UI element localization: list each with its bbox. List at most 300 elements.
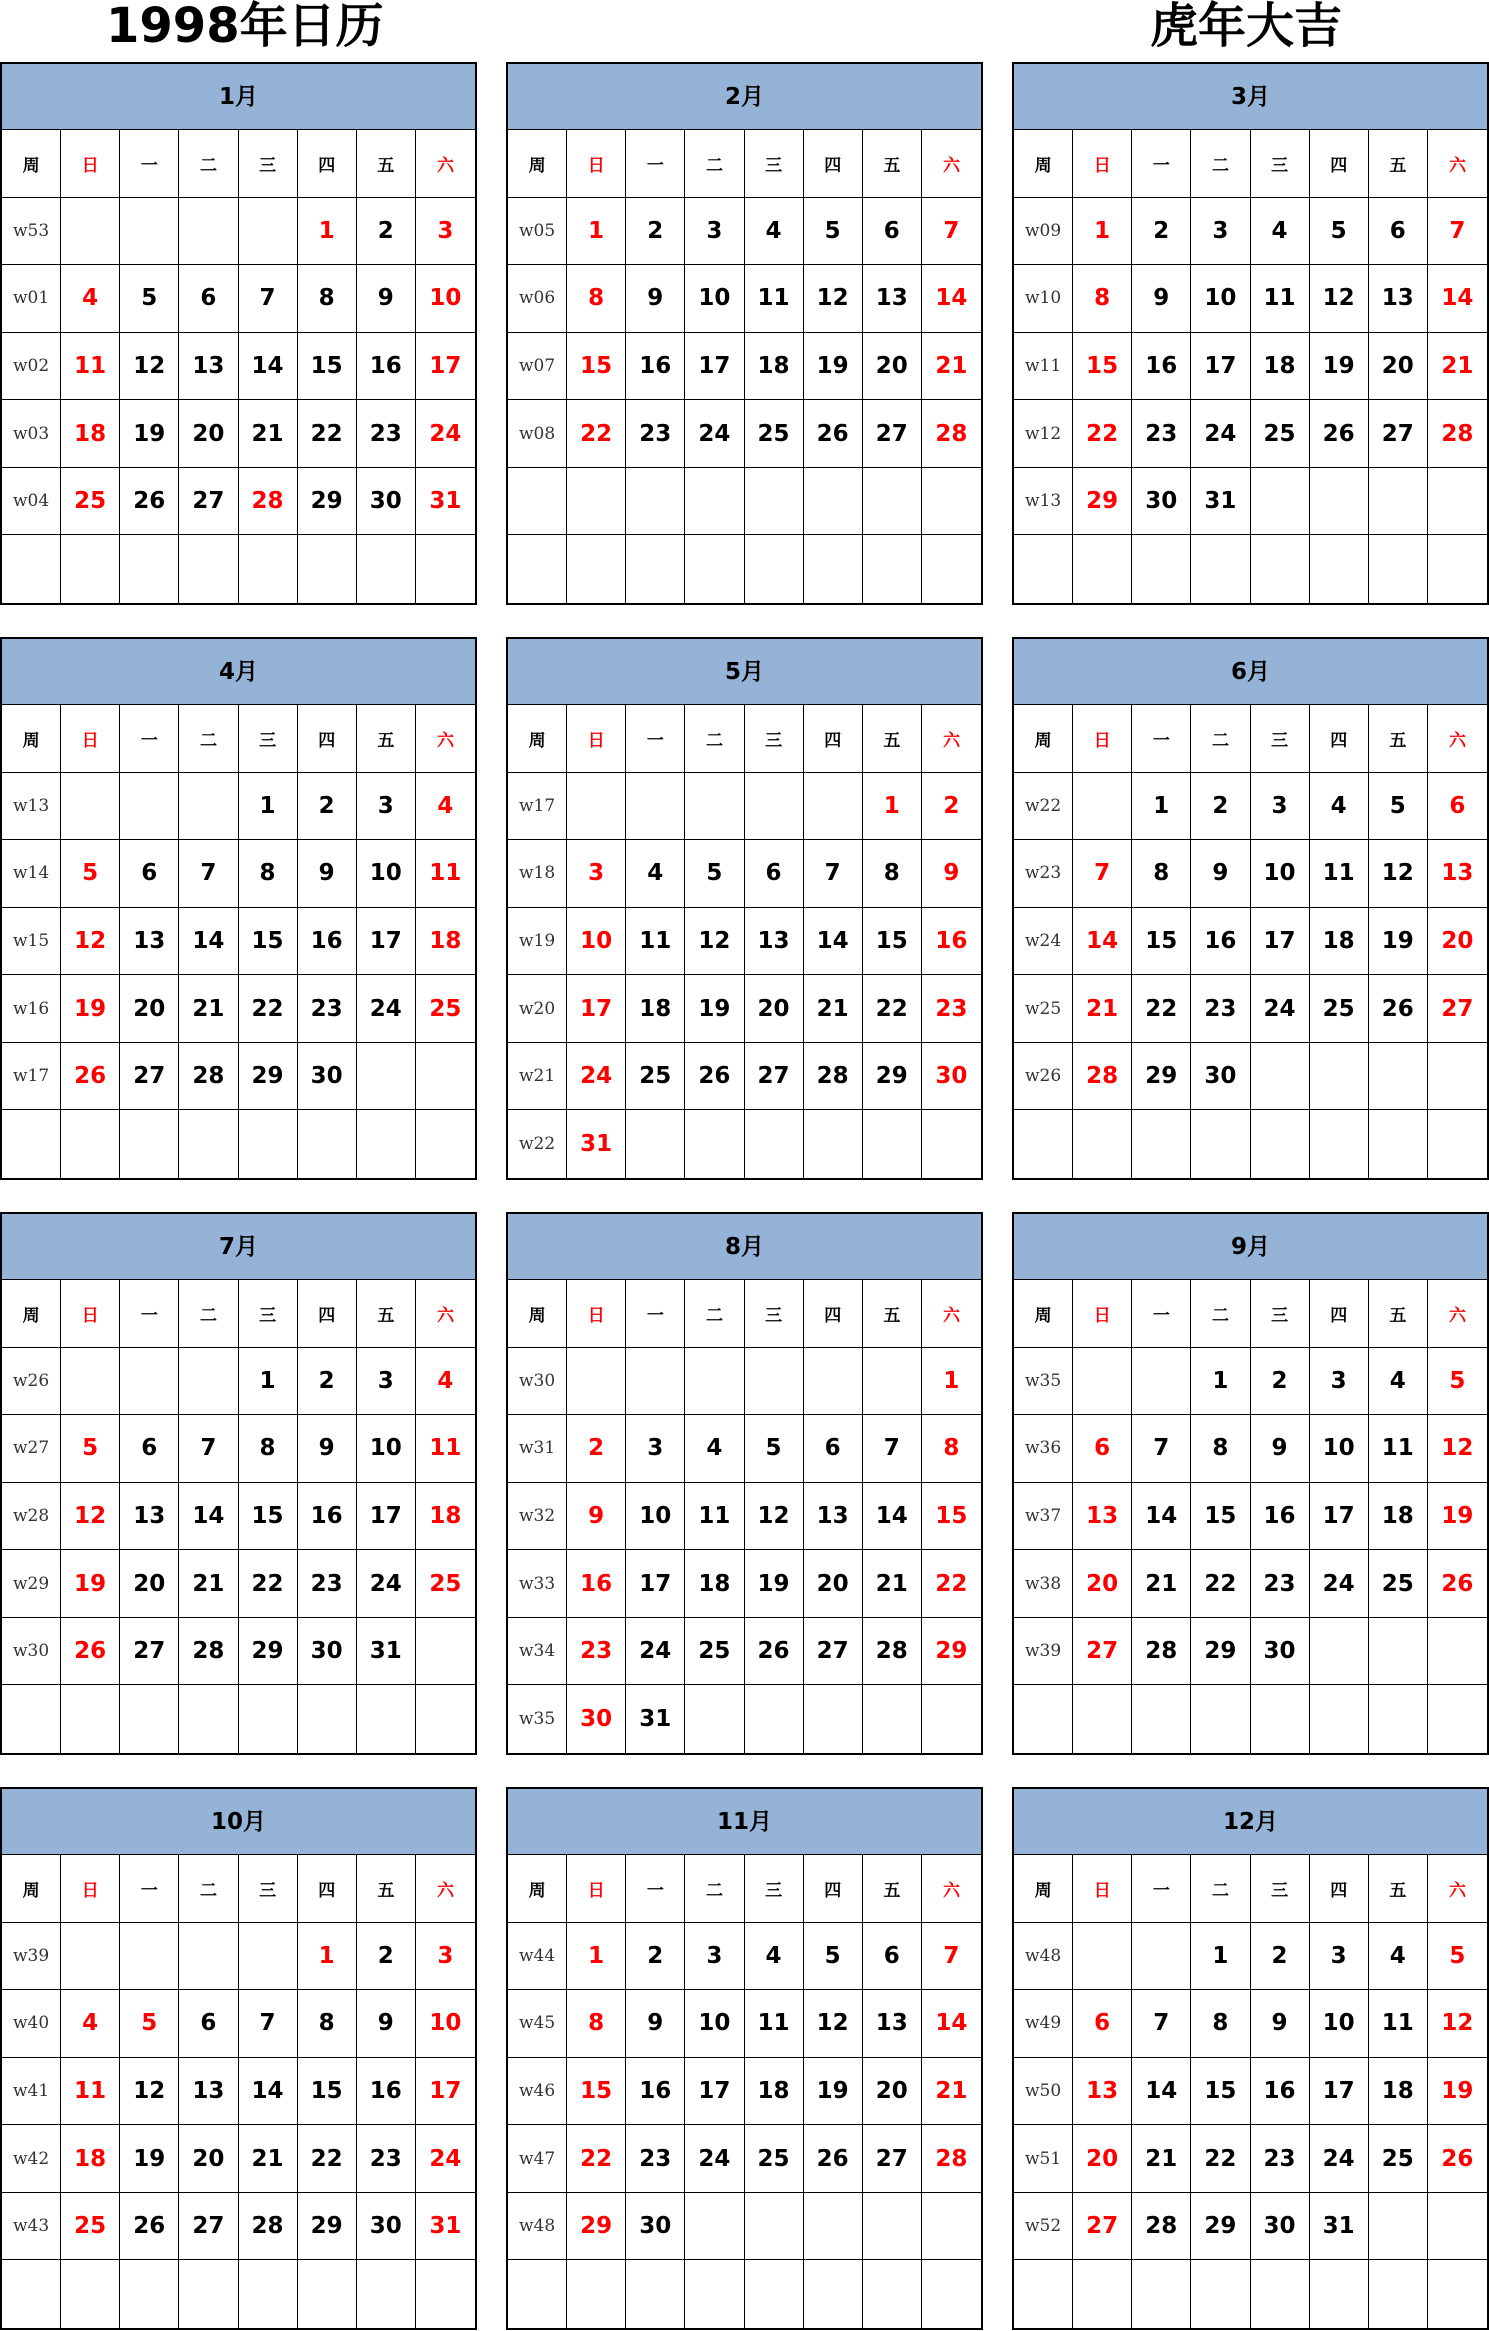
day-cell xyxy=(804,2260,863,2328)
weekday-header: 三 xyxy=(1251,1280,1310,1348)
day-cell xyxy=(1251,1043,1310,1111)
day-cell: 10 xyxy=(1251,840,1310,908)
day-cell: 9 xyxy=(626,265,685,333)
day-cell: 14 xyxy=(239,2058,298,2126)
day-cell: 18 xyxy=(61,2125,120,2193)
day-cell xyxy=(298,1685,357,1753)
day-cell: 31 xyxy=(1310,2193,1369,2261)
month-calendar xyxy=(0,1787,477,2330)
day-cell: 23 xyxy=(357,2125,416,2193)
day-cell: 18 xyxy=(61,400,120,468)
weekday-header: 五 xyxy=(357,1855,416,1923)
day-cell xyxy=(685,773,744,841)
day-cell xyxy=(1428,1043,1487,1111)
week-number: w45 xyxy=(508,1990,567,2058)
day-cell xyxy=(179,535,238,603)
day-cell: 6 xyxy=(745,840,804,908)
day-cell: 15 xyxy=(298,2058,357,2126)
day-cell: 7 xyxy=(1132,1415,1191,1483)
day-cell xyxy=(416,1043,475,1111)
day-cell: 3 xyxy=(357,773,416,841)
week-number: w03 xyxy=(2,400,61,468)
day-cell: 30 xyxy=(1251,1618,1310,1686)
day-cell xyxy=(804,535,863,603)
weekday-header: 二 xyxy=(1191,130,1250,198)
day-cell: 1 xyxy=(1132,773,1191,841)
day-cell: 30 xyxy=(1191,1043,1250,1111)
day-cell: 23 xyxy=(298,1550,357,1618)
day-cell xyxy=(745,2260,804,2328)
weekday-header: 四 xyxy=(804,130,863,198)
week-number: w32 xyxy=(508,1483,567,1551)
month-grid xyxy=(508,1855,981,2328)
day-cell xyxy=(1191,1685,1250,1753)
day-cell: 28 xyxy=(179,1618,238,1686)
week-number: w31 xyxy=(508,1415,567,1483)
day-cell: 21 xyxy=(922,2058,981,2126)
day-cell: 2 xyxy=(626,198,685,266)
day-cell: 4 xyxy=(685,1415,744,1483)
day-cell: 2 xyxy=(298,1348,357,1416)
day-cell: 27 xyxy=(1428,975,1487,1043)
week-number xyxy=(1014,1110,1073,1178)
weekday-header: 三 xyxy=(239,130,298,198)
week-number xyxy=(1014,535,1073,603)
day-cell xyxy=(685,535,744,603)
day-cell: 10 xyxy=(626,1483,685,1551)
day-cell: 26 xyxy=(745,1618,804,1686)
day-cell: 27 xyxy=(179,2193,238,2261)
day-cell: 25 xyxy=(416,975,475,1043)
weekday-header: 四 xyxy=(298,130,357,198)
weekday-header: 六 xyxy=(1428,130,1487,198)
week-number: w44 xyxy=(508,1923,567,1991)
day-cell xyxy=(298,535,357,603)
day-cell: 10 xyxy=(685,1990,744,2058)
day-cell: 12 xyxy=(804,265,863,333)
weekday-header: 五 xyxy=(863,1280,922,1348)
day-cell: 15 xyxy=(567,2058,626,2126)
day-cell xyxy=(1191,2260,1250,2328)
month-calendar xyxy=(1012,637,1489,1180)
month-calendar xyxy=(0,1212,477,1755)
day-cell: 20 xyxy=(179,2125,238,2193)
day-cell: 28 xyxy=(239,468,298,536)
day-cell: 14 xyxy=(922,1990,981,2058)
day-cell: 8 xyxy=(1132,840,1191,908)
day-cell: 23 xyxy=(1191,975,1250,1043)
weekday-header: 六 xyxy=(416,1855,475,1923)
day-cell xyxy=(745,773,804,841)
day-cell: 8 xyxy=(298,1990,357,2058)
weekday-header: 六 xyxy=(416,705,475,773)
month-grid xyxy=(508,705,981,1178)
day-cell: 17 xyxy=(1310,1483,1369,1551)
day-cell: 21 xyxy=(1132,1550,1191,1618)
day-cell: 2 xyxy=(626,1923,685,1991)
day-cell: 24 xyxy=(416,2125,475,2193)
month-grid xyxy=(2,1280,475,1753)
day-cell xyxy=(61,1923,120,1991)
day-cell: 17 xyxy=(1251,908,1310,976)
day-cell: 4 xyxy=(745,1923,804,1991)
day-cell: 19 xyxy=(1428,2058,1487,2126)
day-cell: 17 xyxy=(685,333,744,401)
day-cell: 5 xyxy=(745,1415,804,1483)
day-cell: 21 xyxy=(179,975,238,1043)
day-cell: 19 xyxy=(685,975,744,1043)
day-cell xyxy=(179,1110,238,1178)
day-cell: 13 xyxy=(804,1483,863,1551)
week-number xyxy=(508,2260,567,2328)
day-cell: 5 xyxy=(685,840,744,908)
day-cell xyxy=(179,773,238,841)
day-cell: 23 xyxy=(298,975,357,1043)
day-cell: 11 xyxy=(61,333,120,401)
month-grid xyxy=(2,705,475,1178)
day-cell: 15 xyxy=(1191,1483,1250,1551)
day-cell: 5 xyxy=(120,265,179,333)
weekday-header: 二 xyxy=(1191,1280,1250,1348)
day-cell: 7 xyxy=(1132,1990,1191,2058)
weekday-header: 三 xyxy=(1251,1855,1310,1923)
day-cell: 24 xyxy=(626,1618,685,1686)
month-title: 10月 xyxy=(2,1789,475,1855)
weekday-header: 二 xyxy=(685,1280,744,1348)
day-cell xyxy=(1191,535,1250,603)
day-cell xyxy=(863,1110,922,1178)
day-cell: 15 xyxy=(239,1483,298,1551)
day-cell: 17 xyxy=(626,1550,685,1618)
day-cell: 10 xyxy=(685,265,744,333)
day-cell: 6 xyxy=(863,198,922,266)
day-cell xyxy=(1428,2260,1487,2328)
day-cell: 5 xyxy=(1428,1923,1487,1991)
week-number: w22 xyxy=(1014,773,1073,841)
day-cell: 28 xyxy=(239,2193,298,2261)
day-cell: 13 xyxy=(1073,1483,1132,1551)
day-cell xyxy=(357,535,416,603)
day-cell: 11 xyxy=(1369,1990,1428,2058)
day-cell: 19 xyxy=(1369,908,1428,976)
month-grid xyxy=(1014,130,1487,603)
day-cell: 24 xyxy=(685,2125,744,2193)
day-cell: 25 xyxy=(61,468,120,536)
day-cell: 15 xyxy=(298,333,357,401)
day-cell: 30 xyxy=(357,468,416,536)
day-cell: 23 xyxy=(626,2125,685,2193)
day-cell: 11 xyxy=(416,1415,475,1483)
day-cell: 5 xyxy=(804,198,863,266)
day-cell xyxy=(1073,1348,1132,1416)
day-cell xyxy=(357,2260,416,2328)
day-cell: 26 xyxy=(61,1043,120,1111)
day-cell: 19 xyxy=(61,975,120,1043)
day-cell: 23 xyxy=(626,400,685,468)
day-cell: 5 xyxy=(804,1923,863,1991)
day-cell: 11 xyxy=(416,840,475,908)
day-cell xyxy=(179,1923,238,1991)
day-cell xyxy=(863,2193,922,2261)
weekday-header: 三 xyxy=(745,1855,804,1923)
month-title: 9月 xyxy=(1014,1214,1487,1280)
weekday-header: 日 xyxy=(567,130,626,198)
day-cell: 19 xyxy=(804,333,863,401)
day-cell: 2 xyxy=(1251,1348,1310,1416)
day-cell: 29 xyxy=(298,2193,357,2261)
week-number-header: 周 xyxy=(2,1855,61,1923)
month-title: 6月 xyxy=(1014,639,1487,705)
week-number: w09 xyxy=(1014,198,1073,266)
day-cell: 6 xyxy=(1369,198,1428,266)
month-title: 5月 xyxy=(508,639,981,705)
day-cell: 24 xyxy=(357,975,416,1043)
day-cell: 25 xyxy=(1251,400,1310,468)
day-cell: 6 xyxy=(863,1923,922,1991)
month-grid xyxy=(2,1855,475,2328)
day-cell: 12 xyxy=(120,333,179,401)
week-number: w19 xyxy=(508,908,567,976)
day-cell: 26 xyxy=(1369,975,1428,1043)
day-cell xyxy=(922,468,981,536)
week-number: w25 xyxy=(1014,975,1073,1043)
day-cell: 15 xyxy=(239,908,298,976)
day-cell: 6 xyxy=(1428,773,1487,841)
weekday-header: 一 xyxy=(120,705,179,773)
day-cell: 20 xyxy=(863,333,922,401)
day-cell: 3 xyxy=(685,198,744,266)
day-cell xyxy=(626,1348,685,1416)
day-cell xyxy=(685,468,744,536)
day-cell: 31 xyxy=(567,1110,626,1178)
day-cell: 8 xyxy=(1191,1415,1250,1483)
day-cell xyxy=(239,1685,298,1753)
weekday-header: 日 xyxy=(567,1855,626,1923)
week-number-header: 周 xyxy=(508,1855,567,1923)
day-cell: 22 xyxy=(1073,400,1132,468)
day-cell: 21 xyxy=(1073,975,1132,1043)
day-cell xyxy=(416,1618,475,1686)
day-cell: 10 xyxy=(567,908,626,976)
day-cell: 7 xyxy=(179,840,238,908)
day-cell xyxy=(745,535,804,603)
day-cell: 25 xyxy=(61,2193,120,2261)
day-cell: 7 xyxy=(922,1923,981,1991)
day-cell: 27 xyxy=(120,1618,179,1686)
weekday-header: 五 xyxy=(863,705,922,773)
weekday-header: 二 xyxy=(179,1280,238,1348)
day-cell: 4 xyxy=(626,840,685,908)
day-cell: 29 xyxy=(1191,1618,1250,1686)
day-cell: 12 xyxy=(1369,840,1428,908)
day-cell: 28 xyxy=(179,1043,238,1111)
weekday-header: 日 xyxy=(61,1280,120,1348)
day-cell: 24 xyxy=(685,400,744,468)
day-cell: 22 xyxy=(239,975,298,1043)
day-cell xyxy=(61,773,120,841)
day-cell xyxy=(745,468,804,536)
day-cell: 15 xyxy=(863,908,922,976)
day-cell xyxy=(922,1110,981,1178)
week-number: w05 xyxy=(508,198,567,266)
day-cell: 23 xyxy=(922,975,981,1043)
day-cell: 22 xyxy=(567,400,626,468)
day-cell xyxy=(922,2193,981,2261)
day-cell: 27 xyxy=(1073,2193,1132,2261)
day-cell xyxy=(61,198,120,266)
day-cell: 4 xyxy=(1369,1923,1428,1991)
week-number: w17 xyxy=(508,773,567,841)
day-cell: 13 xyxy=(863,265,922,333)
day-cell: 6 xyxy=(179,265,238,333)
week-number: w12 xyxy=(1014,400,1073,468)
weekday-header: 四 xyxy=(1310,705,1369,773)
day-cell: 8 xyxy=(863,840,922,908)
day-cell: 17 xyxy=(357,908,416,976)
week-number-header: 周 xyxy=(1014,1280,1073,1348)
day-cell: 24 xyxy=(1251,975,1310,1043)
day-cell: 20 xyxy=(863,2058,922,2126)
day-cell: 26 xyxy=(120,468,179,536)
day-cell: 21 xyxy=(1428,333,1487,401)
day-cell: 30 xyxy=(626,2193,685,2261)
weekday-header: 二 xyxy=(685,1855,744,1923)
day-cell: 10 xyxy=(1310,1415,1369,1483)
day-cell xyxy=(120,1685,179,1753)
weekday-header: 一 xyxy=(1132,1280,1191,1348)
day-cell: 18 xyxy=(685,1550,744,1618)
day-cell: 14 xyxy=(863,1483,922,1551)
day-cell xyxy=(1428,468,1487,536)
day-cell xyxy=(1369,468,1428,536)
day-cell: 27 xyxy=(120,1043,179,1111)
day-cell xyxy=(1132,2260,1191,2328)
day-cell xyxy=(357,1110,416,1178)
week-number: w53 xyxy=(2,198,61,266)
day-cell: 9 xyxy=(567,1483,626,1551)
month-grid xyxy=(1014,1280,1487,1753)
month-title: 4月 xyxy=(2,639,475,705)
day-cell: 20 xyxy=(1428,908,1487,976)
weekday-header: 四 xyxy=(298,1855,357,1923)
day-cell: 15 xyxy=(1073,333,1132,401)
day-cell: 28 xyxy=(804,1043,863,1111)
day-cell: 12 xyxy=(61,908,120,976)
weekday-header: 四 xyxy=(298,705,357,773)
day-cell xyxy=(1310,1618,1369,1686)
day-cell: 18 xyxy=(416,1483,475,1551)
day-cell: 8 xyxy=(298,265,357,333)
day-cell xyxy=(1369,2260,1428,2328)
month-title: 3月 xyxy=(1014,64,1487,130)
week-number: w22 xyxy=(508,1110,567,1178)
day-cell: 1 xyxy=(298,1923,357,1991)
day-cell: 1 xyxy=(567,1923,626,1991)
week-number: w13 xyxy=(2,773,61,841)
day-cell xyxy=(179,1348,238,1416)
month-calendar xyxy=(1012,1212,1489,1755)
day-cell: 12 xyxy=(61,1483,120,1551)
day-cell: 12 xyxy=(804,1990,863,2058)
day-cell: 18 xyxy=(1251,333,1310,401)
day-cell: 13 xyxy=(1428,840,1487,908)
day-cell: 16 xyxy=(357,333,416,401)
day-cell xyxy=(685,1348,744,1416)
weekday-header: 六 xyxy=(1428,1280,1487,1348)
week-number: w20 xyxy=(508,975,567,1043)
day-cell: 16 xyxy=(1132,333,1191,401)
day-cell: 8 xyxy=(1191,1990,1250,2058)
day-cell xyxy=(745,1685,804,1753)
day-cell: 15 xyxy=(1191,2058,1250,2126)
day-cell xyxy=(1310,468,1369,536)
day-cell: 16 xyxy=(298,1483,357,1551)
weekday-header: 五 xyxy=(1369,1855,1428,1923)
day-cell: 25 xyxy=(1369,1550,1428,1618)
day-cell: 24 xyxy=(416,400,475,468)
day-cell: 10 xyxy=(416,265,475,333)
month-calendar xyxy=(1012,62,1489,605)
day-cell: 31 xyxy=(357,1618,416,1686)
day-cell: 15 xyxy=(1132,908,1191,976)
week-number xyxy=(2,1685,61,1753)
day-cell: 2 xyxy=(922,773,981,841)
day-cell xyxy=(1073,1923,1132,1991)
weekday-header: 二 xyxy=(179,705,238,773)
day-cell: 9 xyxy=(1251,1415,1310,1483)
day-cell: 29 xyxy=(239,1618,298,1686)
day-cell: 30 xyxy=(298,1618,357,1686)
day-cell: 18 xyxy=(416,908,475,976)
day-cell: 27 xyxy=(745,1043,804,1111)
weekday-header: 日 xyxy=(61,705,120,773)
month-calendar xyxy=(506,1787,983,2330)
month-title: 1月 xyxy=(2,64,475,130)
day-cell: 25 xyxy=(1369,2125,1428,2193)
weekday-header: 三 xyxy=(745,705,804,773)
day-cell xyxy=(685,1110,744,1178)
day-cell xyxy=(239,198,298,266)
day-cell: 11 xyxy=(626,908,685,976)
weekday-header: 二 xyxy=(1191,1855,1250,1923)
day-cell: 5 xyxy=(61,1415,120,1483)
day-cell xyxy=(1251,1110,1310,1178)
week-number: w28 xyxy=(2,1483,61,1551)
day-cell: 2 xyxy=(1132,198,1191,266)
day-cell: 9 xyxy=(1251,1990,1310,2058)
month-calendar xyxy=(1012,1787,1489,2330)
month-title: 7月 xyxy=(2,1214,475,1280)
day-cell xyxy=(1310,2260,1369,2328)
day-cell: 26 xyxy=(120,2193,179,2261)
week-number-header: 周 xyxy=(508,130,567,198)
day-cell: 1 xyxy=(1073,198,1132,266)
week-number: w06 xyxy=(508,265,567,333)
month-title: 2月 xyxy=(508,64,981,130)
month-grid xyxy=(1014,705,1487,1178)
day-cell: 11 xyxy=(745,1990,804,2058)
week-number: w14 xyxy=(2,840,61,908)
day-cell: 22 xyxy=(1191,1550,1250,1618)
day-cell: 31 xyxy=(416,468,475,536)
day-cell xyxy=(120,1348,179,1416)
day-cell: 19 xyxy=(745,1550,804,1618)
day-cell xyxy=(685,2193,744,2261)
day-cell: 21 xyxy=(922,333,981,401)
day-cell xyxy=(567,1348,626,1416)
day-cell xyxy=(1310,535,1369,603)
day-cell: 8 xyxy=(239,1415,298,1483)
